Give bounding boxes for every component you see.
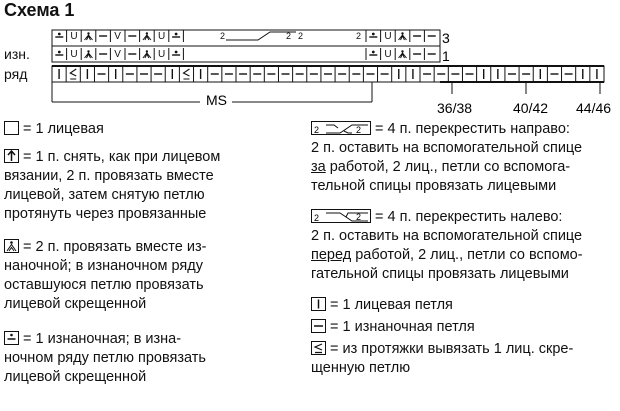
size-label-36-38: 36/38 — [437, 100, 473, 116]
purl-together-icon — [399, 35, 407, 40]
twisted-increase-mark — [183, 69, 189, 79]
purl-dot-icon — [175, 33, 178, 36]
cable-number: 2 — [356, 31, 362, 41]
twisted-increase-mark — [70, 69, 76, 79]
purl-together-icon — [399, 53, 407, 58]
svg-text:2: 2 — [314, 125, 320, 135]
purl-together-icon — [143, 35, 151, 40]
legend-item-purl-together: = 2 п. провязать вместе из- наночной; в изнаночном ряду оставшуюся петлю провязать лицевой скрещенной — [4, 239, 207, 312]
svg-text:2: 2 — [314, 213, 320, 223]
purl-together-icon — [85, 35, 93, 40]
cable-left-icon — [311, 209, 371, 223]
slip-mark: V — [114, 49, 121, 60]
purl-dot-icon — [58, 51, 61, 54]
legend-item-twisted-increase: = из протяжки вывязать 1 лиц. скре- щенную петлю — [311, 341, 574, 376]
row-label-row: ряд — [4, 66, 28, 82]
purl-dot-icon — [175, 51, 178, 54]
size-label-40-42: 40/42 — [513, 100, 549, 116]
legend-item-cable-left: 2 2 = 4 п. перекрестить налево: 2 п. оставить на вспомогательной спице перед работой, 2 лиц., петли со вспомо- гательной спицы провязать лицевыми — [311, 209, 583, 282]
legend-item-purl-twisted: = 1 изнаночная; в изна- ночном ряду петлю провязать лицевой скрещенной — [4, 331, 206, 385]
yarn-over-mark: U — [70, 31, 78, 42]
size-label-44-46: 44/46 — [576, 100, 612, 116]
purl-dot-icon — [372, 33, 375, 36]
cable-number: 2 — [298, 31, 304, 41]
svg-text:2: 2 — [356, 212, 362, 222]
row-number-1: 1 — [442, 48, 450, 64]
purl-together-icon — [143, 53, 151, 58]
yarn-over-mark: U — [70, 49, 78, 60]
purl-dot-icon — [58, 33, 61, 36]
svg-text:2: 2 — [356, 125, 362, 135]
legend-item-purl-loop: = 1 изнаночная петля — [311, 318, 475, 337]
legend-item-knit: = 1 лицевая — [4, 120, 104, 139]
slip-mark: V — [114, 31, 121, 42]
knitting-chart — [0, 0, 620, 120]
empty-box-icon — [4, 121, 19, 135]
twisted-increase-icon — [311, 341, 326, 355]
purl-together-icon — [85, 53, 93, 58]
purl-together-icon — [4, 239, 19, 253]
purl-stitch-icon — [311, 319, 326, 333]
yarn-over-mark: U — [158, 31, 166, 42]
legend-item-slip-decrease: = 1 п. снять, как при лицевом вязании, 2 п. провязать вместе лицевой, затем снятую петлю протянуть через провязанные — [4, 149, 221, 222]
cable-right-icon — [311, 121, 371, 135]
yarn-over-mark: U — [384, 49, 392, 60]
row-label-wrong-side: изн. — [4, 46, 30, 62]
purl-dot-icon — [4, 331, 19, 345]
legend-item-knit-loop: = 1 лицевая петля — [311, 296, 453, 315]
cable-number: 2 — [220, 31, 226, 41]
ms-label: MS — [206, 92, 227, 108]
yarn-over-mark: U — [158, 49, 166, 60]
slip-decrease-icon — [4, 149, 19, 163]
yarn-over-mark: U — [384, 31, 392, 42]
diagram-title: Схема 1 — [4, 0, 75, 20]
purl-dot-icon — [372, 51, 375, 54]
row-number-3: 3 — [442, 30, 450, 46]
cable-number: 2 — [286, 31, 292, 41]
legend-item-cable-right: 2 2 = 4 п. перекрестить направо: 2 п. оставить на вспомогательной спице за работой, 2 лиц., петли со вспомога- тельной спицы провязать лицевыми — [311, 121, 583, 194]
knit-stitch-icon — [311, 297, 326, 311]
